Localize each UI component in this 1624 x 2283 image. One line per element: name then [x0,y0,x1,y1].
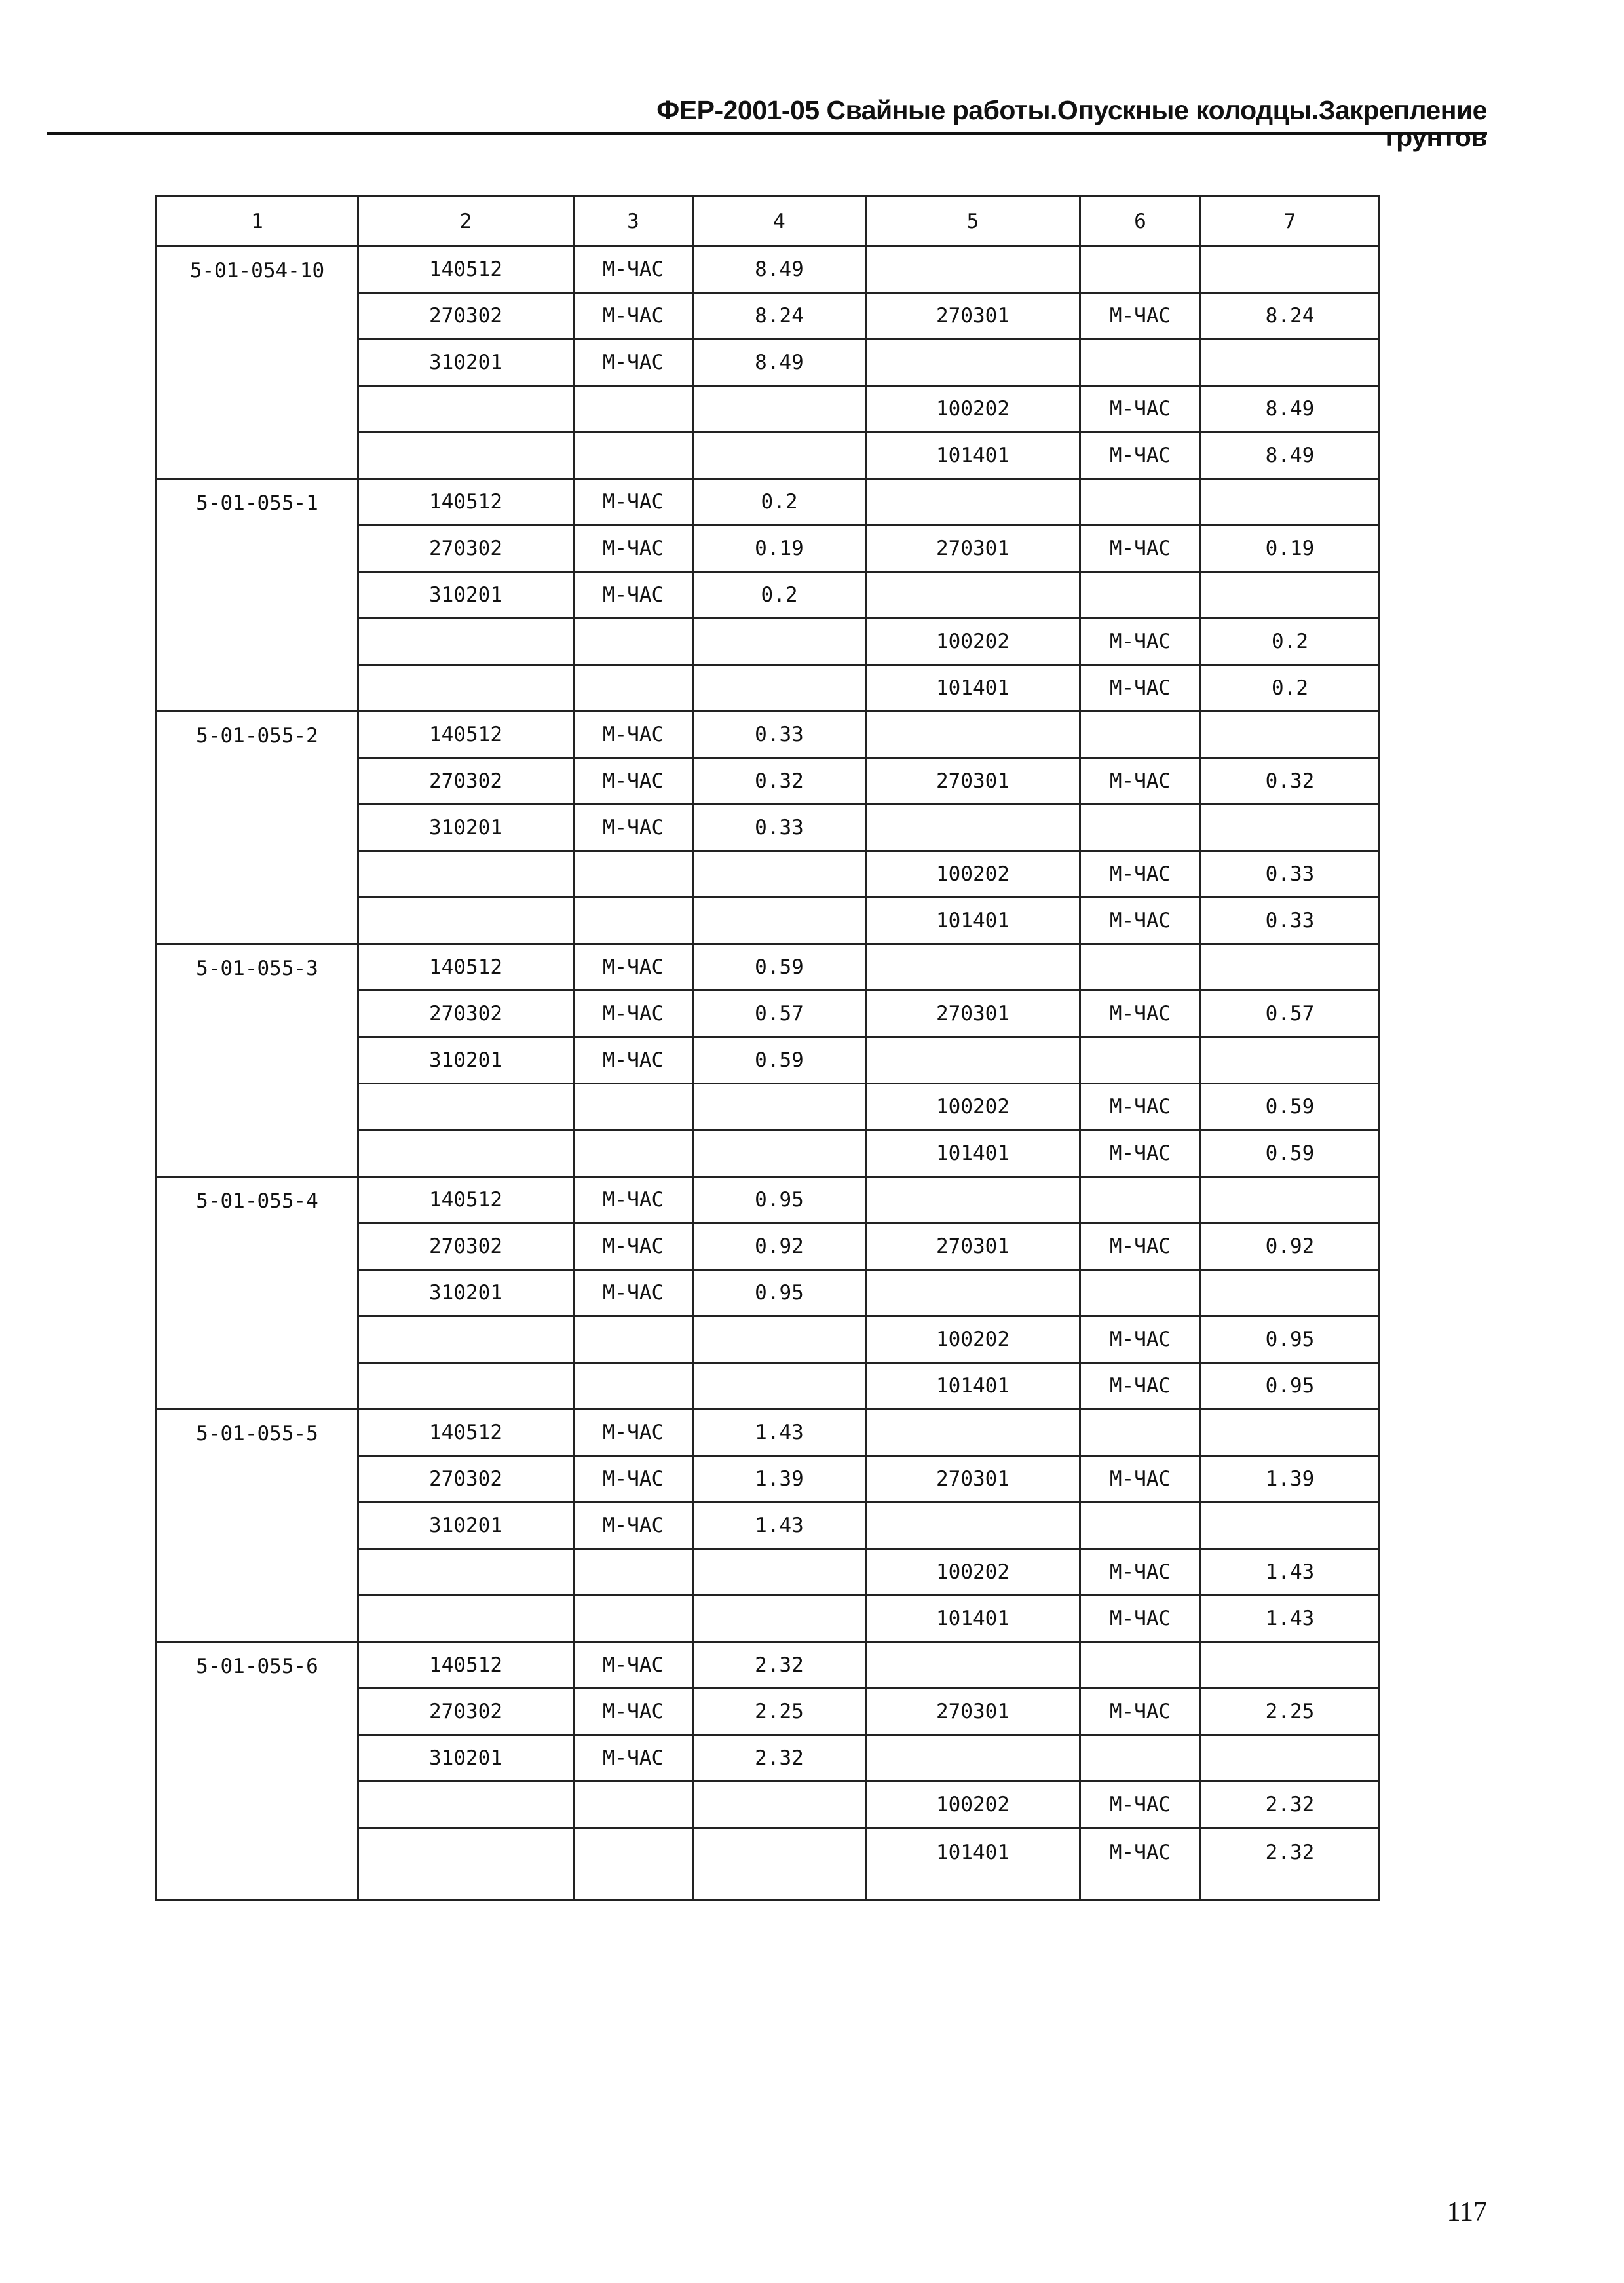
page-number: 117 [1446,2197,1487,2227]
table-cell [866,1503,1080,1549]
table-cell: 0.95 [1201,1363,1380,1410]
table-cell: 0.95 [1201,1316,1380,1363]
norm-code-cell: 5-01-054-10 [157,246,358,479]
table-row [157,712,1380,758]
table-cell [358,1130,574,1177]
table-cell [866,1642,1080,1689]
table-cell [866,572,1080,619]
table-cell [358,851,574,898]
table-cell: М-ЧАС [574,1410,693,1456]
table-cell: М-ЧАС [574,1735,693,1782]
table-cell [1080,339,1201,386]
table-cell: 0.92 [693,1223,866,1270]
table-cell: 1.43 [1201,1596,1380,1642]
table-cell: 2.32 [1201,1828,1380,1900]
table-cell: 310201 [358,1270,574,1316]
table-cell: 0.59 [1201,1084,1380,1130]
table-cell [1201,339,1380,386]
table-cell: М-ЧАС [574,1456,693,1503]
table-cell: М-ЧАС [574,1689,693,1735]
table-cell: 0.59 [1201,1130,1380,1177]
table-cell [866,805,1080,851]
table-cell: 270302 [358,1456,574,1503]
table-cell: М-ЧАС [574,1037,693,1084]
norm-code-cell: 5-01-055-6 [157,1642,358,1900]
table-cell [358,1596,574,1642]
table-cell [1080,1642,1201,1689]
table-cell: 100202 [866,386,1080,432]
table-cell: М-ЧАС [1080,1456,1201,1503]
table-cell [574,1596,693,1642]
table-cell [1201,805,1380,851]
table-cell [1201,479,1380,526]
table-cell: 101401 [866,1596,1080,1642]
table-cell [866,1037,1080,1084]
table-cell [866,339,1080,386]
table-cell [358,619,574,665]
norm-code-cell: 5-01-055-3 [157,944,358,1177]
table-cell [574,1316,693,1363]
table-cell: М-ЧАС [574,1503,693,1549]
table-cell [574,619,693,665]
table-cell: 8.49 [693,339,866,386]
header-rule [47,132,1487,135]
table-cell: М-ЧАС [1080,1130,1201,1177]
table-cell: 0.2 [1201,619,1380,665]
column-header: 6 [1080,197,1201,246]
table-cell: М-ЧАС [574,1642,693,1689]
table-cell: 270302 [358,758,574,805]
table-cell [1201,944,1380,991]
table-cell: М-ЧАС [574,1270,693,1316]
table-cell [1201,1410,1380,1456]
table-cell: 310201 [358,1037,574,1084]
table-cell [1201,1037,1380,1084]
table-cell [866,944,1080,991]
table-cell: 0.32 [693,758,866,805]
table-cell: 2.32 [1201,1782,1380,1828]
table-cell: 140512 [358,246,574,293]
table-cell: М-ЧАС [574,339,693,386]
table-cell: 2.25 [1201,1689,1380,1735]
table-cell: М-ЧАС [1080,526,1201,572]
table-cell: 0.2 [1201,665,1380,712]
table-cell: М-ЧАС [1080,665,1201,712]
table-cell: М-ЧАС [574,944,693,991]
table-cell: 100202 [866,619,1080,665]
table-cell: М-ЧАС [574,805,693,851]
table-cell: 1.43 [1201,1549,1380,1596]
table-cell [574,665,693,712]
table-cell [358,1084,574,1130]
column-header: 5 [866,197,1080,246]
table-cell: 0.2 [693,572,866,619]
table-cell: М-ЧАС [1080,432,1201,479]
table-cell: 101401 [866,1130,1080,1177]
table-cell: М-ЧАС [1080,851,1201,898]
table-cell: 100202 [866,851,1080,898]
table-cell: 310201 [358,805,574,851]
table-cell [693,1363,866,1410]
table-cell: 140512 [358,1642,574,1689]
table-cell [693,432,866,479]
table-cell: 270301 [866,1223,1080,1270]
table-cell [1201,1735,1380,1782]
table-cell [1080,1735,1201,1782]
table-cell [574,851,693,898]
table-cell [866,1270,1080,1316]
norm-code-cell: 5-01-055-5 [157,1410,358,1642]
table-cell [358,1782,574,1828]
table-cell [693,1549,866,1596]
table-cell: М-ЧАС [1080,1828,1201,1900]
table-cell: 270301 [866,991,1080,1037]
table-cell: 0.19 [693,526,866,572]
table-cell: 101401 [866,898,1080,944]
table-cell: 140512 [358,1177,574,1223]
column-header: 4 [693,197,866,246]
table-row [157,246,1380,293]
table-cell: М-ЧАС [574,1223,693,1270]
table-cell [693,1828,866,1900]
norm-code-cell: 5-01-055-1 [157,479,358,712]
table-cell [358,1828,574,1900]
table-cell: 310201 [358,1735,574,1782]
table-cell: 0.95 [693,1177,866,1223]
table-cell: М-ЧАС [574,712,693,758]
table-cell [693,851,866,898]
table-cell [1080,712,1201,758]
resource-table [155,195,1380,1901]
table-cell [693,1130,866,1177]
table-row [157,479,1380,526]
table-cell: 2.25 [693,1689,866,1735]
table-cell: М-ЧАС [1080,1689,1201,1735]
table-cell: 140512 [358,479,574,526]
table-cell [693,1596,866,1642]
table-cell [1201,1642,1380,1689]
table-cell [693,386,866,432]
table-cell: 0.33 [1201,851,1380,898]
table-cell: 1.43 [693,1503,866,1549]
table-cell: 140512 [358,944,574,991]
table-cell: 0.2 [693,479,866,526]
norm-code-cell: 5-01-055-2 [157,712,358,944]
table-cell [574,1549,693,1596]
table-cell [1201,1270,1380,1316]
table-cell: 0.32 [1201,758,1380,805]
table-cell [866,246,1080,293]
table-cell: М-ЧАС [574,246,693,293]
column-header: 1 [157,197,358,246]
table-cell: 8.49 [1201,432,1380,479]
table-cell: М-ЧАС [574,293,693,339]
table-cell [866,1735,1080,1782]
table-cell: 100202 [866,1549,1080,1596]
table-cell [574,432,693,479]
table-cell [1080,1503,1201,1549]
table-cell [1201,246,1380,293]
table-cell [574,1782,693,1828]
table-cell: 100202 [866,1084,1080,1130]
table-cell [358,1363,574,1410]
table-cell: 270302 [358,293,574,339]
table-cell: М-ЧАС [1080,1363,1201,1410]
table-cell [693,1316,866,1363]
table-cell: 270301 [866,1689,1080,1735]
table-cell: М-ЧАС [574,991,693,1037]
table-cell [1201,572,1380,619]
table-row [157,944,1380,991]
table-cell: 0.33 [1201,898,1380,944]
table-cell: 0.19 [1201,526,1380,572]
table-row [157,1177,1380,1223]
table-cell: 0.33 [693,712,866,758]
table-cell [358,1549,574,1596]
table-cell [693,1782,866,1828]
table-cell: 0.59 [693,1037,866,1084]
table-cell [358,898,574,944]
table-cell: 270301 [866,1456,1080,1503]
table-cell [1201,1177,1380,1223]
table-cell: 270302 [358,1223,574,1270]
table-cell [574,386,693,432]
table-cell: 8.24 [1201,293,1380,339]
table-cell [358,386,574,432]
table-cell: 270301 [866,293,1080,339]
table-cell: М-ЧАС [1080,1549,1201,1596]
table-cell: М-ЧАС [1080,386,1201,432]
table-cell: 1.39 [693,1456,866,1503]
table-cell: 100202 [866,1316,1080,1363]
table-cell: 0.57 [693,991,866,1037]
table-cell: М-ЧАС [1080,1782,1201,1828]
table-cell: 0.33 [693,805,866,851]
column-header: 7 [1201,197,1380,246]
table-cell [1080,805,1201,851]
table-cell [1080,1270,1201,1316]
table-cell [1080,1177,1201,1223]
table-cell: М-ЧАС [1080,1596,1201,1642]
table-cell: 101401 [866,1828,1080,1900]
table-cell [1201,712,1380,758]
table-cell [866,1410,1080,1456]
table-cell [866,479,1080,526]
table-cell: 8.24 [693,293,866,339]
table-cell [866,712,1080,758]
table-cell: 0.57 [1201,991,1380,1037]
table-cell [574,898,693,944]
table-cell: 270302 [358,526,574,572]
table-row [157,1410,1380,1456]
table-cell: 270301 [866,758,1080,805]
table-cell: 140512 [358,712,574,758]
table-cell: М-ЧАС [574,1177,693,1223]
table-cell: 310201 [358,1503,574,1549]
table-cell: М-ЧАС [1080,293,1201,339]
table-cell: М-ЧАС [574,479,693,526]
table-cell [693,665,866,712]
document-header-title: ФЕР-2001-05 Свайные работы.Опускные колодцы.Закрепление грунтов [656,95,1487,152]
table-cell [866,1177,1080,1223]
table-cell: М-ЧАС [574,758,693,805]
table-cell: 2.32 [693,1735,866,1782]
table-cell: 270301 [866,526,1080,572]
table-cell [1080,944,1201,991]
norm-code-cell: 5-01-055-4 [157,1177,358,1410]
table-cell [574,1363,693,1410]
table-cell: 1.39 [1201,1456,1380,1503]
table-cell: 2.32 [693,1642,866,1689]
table-cell [1080,479,1201,526]
table-cell: М-ЧАС [1080,619,1201,665]
table-cell: М-ЧАС [1080,758,1201,805]
table-cell [693,619,866,665]
table-cell [358,432,574,479]
table-cell [693,1084,866,1130]
table-cell: М-ЧАС [1080,1316,1201,1363]
table-cell [693,898,866,944]
table-cell: 1.43 [693,1410,866,1456]
table-cell: 0.92 [1201,1223,1380,1270]
table-cell: 270302 [358,1689,574,1735]
table-cell: М-ЧАС [1080,991,1201,1037]
column-header: 2 [358,197,574,246]
table-cell: М-ЧАС [1080,898,1201,944]
table-cell: 270302 [358,991,574,1037]
table-row [157,1642,1380,1689]
table-cell [574,1084,693,1130]
table-cell: 100202 [866,1782,1080,1828]
table-cell [1080,1037,1201,1084]
table-cell [358,1316,574,1363]
table-cell: М-ЧАС [1080,1223,1201,1270]
table-cell [1080,1410,1201,1456]
table-cell: 101401 [866,665,1080,712]
table-cell [1201,1503,1380,1549]
table-cell: 101401 [866,432,1080,479]
table-cell [358,665,574,712]
table-cell: 310201 [358,339,574,386]
table-cell [1080,246,1201,293]
table-cell: М-ЧАС [574,526,693,572]
table-cell: М-ЧАС [574,572,693,619]
table-cell [574,1828,693,1900]
table-cell: 8.49 [693,246,866,293]
table-cell [1080,572,1201,619]
table-cell: 8.49 [1201,386,1380,432]
table-cell: 0.59 [693,944,866,991]
column-header: 3 [574,197,693,246]
table-cell: М-ЧАС [1080,1084,1201,1130]
table-cell: 310201 [358,572,574,619]
table-cell: 140512 [358,1410,574,1456]
table-cell: 101401 [866,1363,1080,1410]
table-cell [574,1130,693,1177]
table-header-row [157,197,1380,246]
table-cell: 0.95 [693,1270,866,1316]
